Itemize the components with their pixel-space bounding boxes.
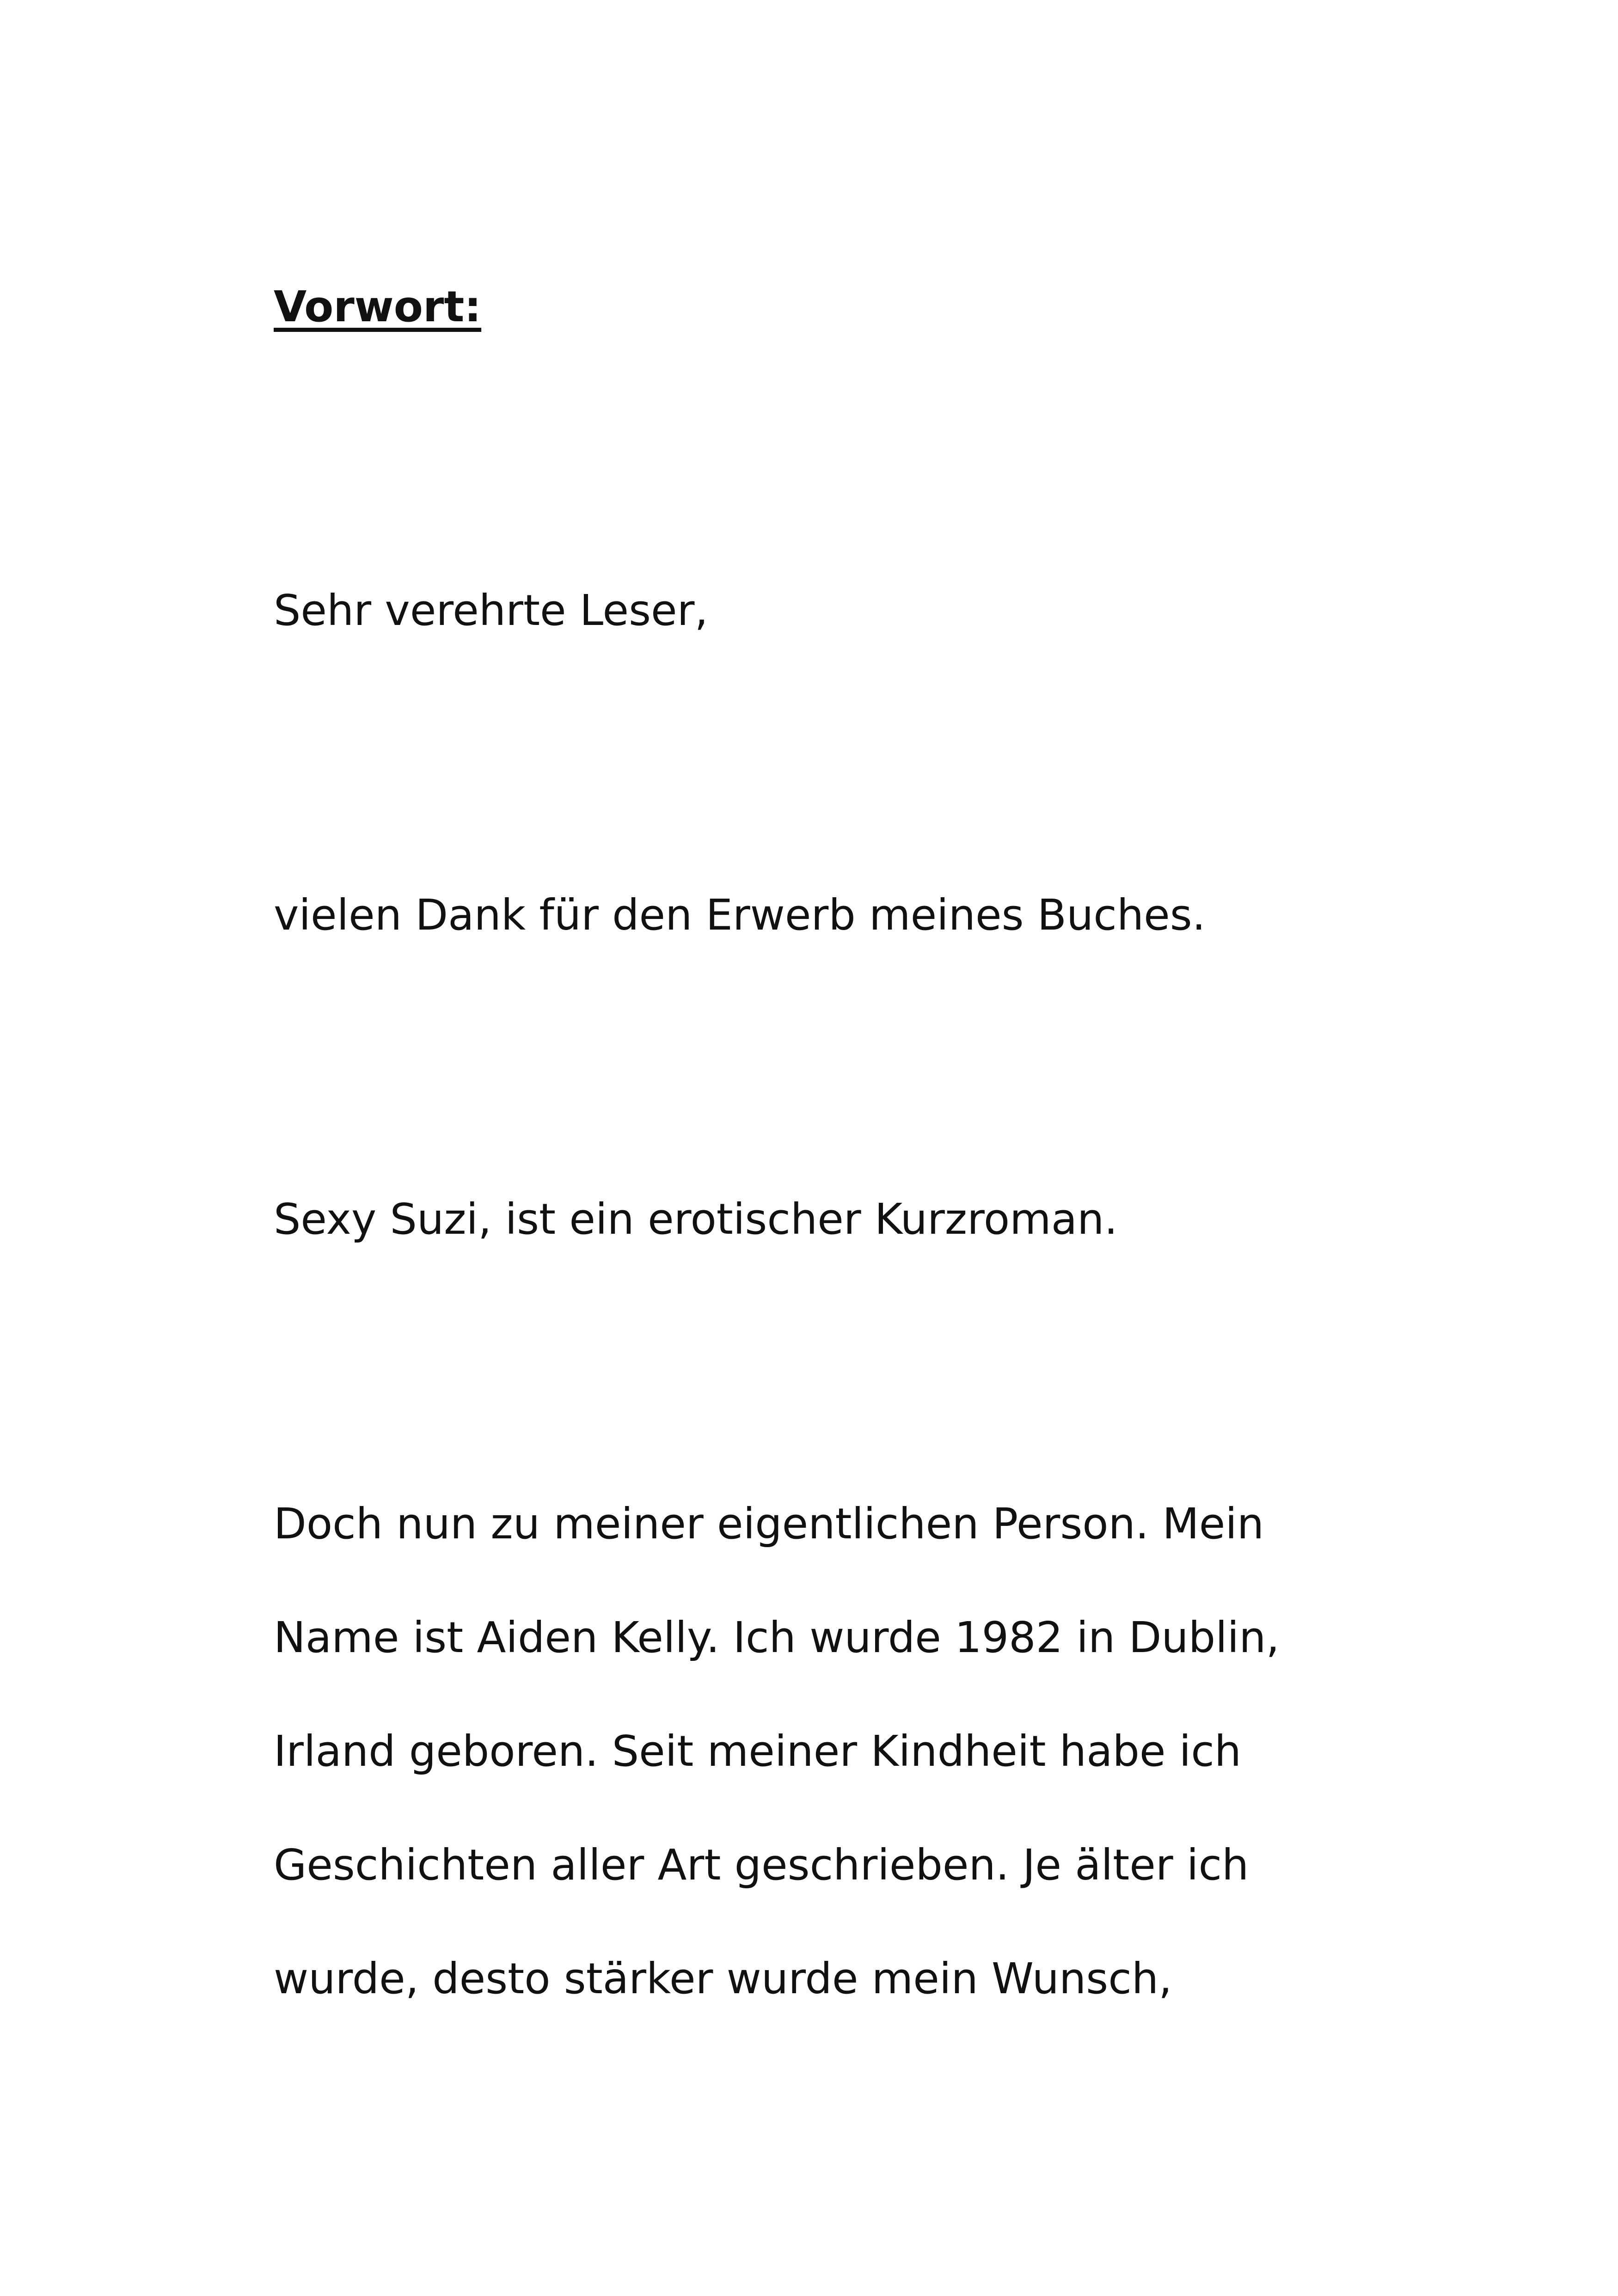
page-title: Vorwort: (274, 282, 482, 331)
intro-paragraph: Sexy Suzi, ist ein erotischer Kurzroman. (274, 1194, 1118, 1244)
author-paragraph (274, 1496, 1280, 2065)
text-line: Geschichten aller Art geschrieben. Je älter ich (274, 1840, 1249, 1890)
text-line: Doch nun zu meiner eigentlichen Person. Mein (274, 1499, 1264, 1549)
text-line: wurde, desto stärker wurde mein Wunsch, (274, 1954, 1172, 2003)
text-line: Irland geboren. Seit meiner Kindheit habe ich (274, 1727, 1242, 1776)
thanks-paragraph: vielen Dank für den Erwerb meines Buches. (274, 890, 1206, 940)
salutation-paragraph: Sehr verehrte Leser, (274, 586, 708, 635)
text-line: Name ist Aiden Kelly. Ich wurde 1982 in Dublin, (274, 1613, 1280, 1662)
